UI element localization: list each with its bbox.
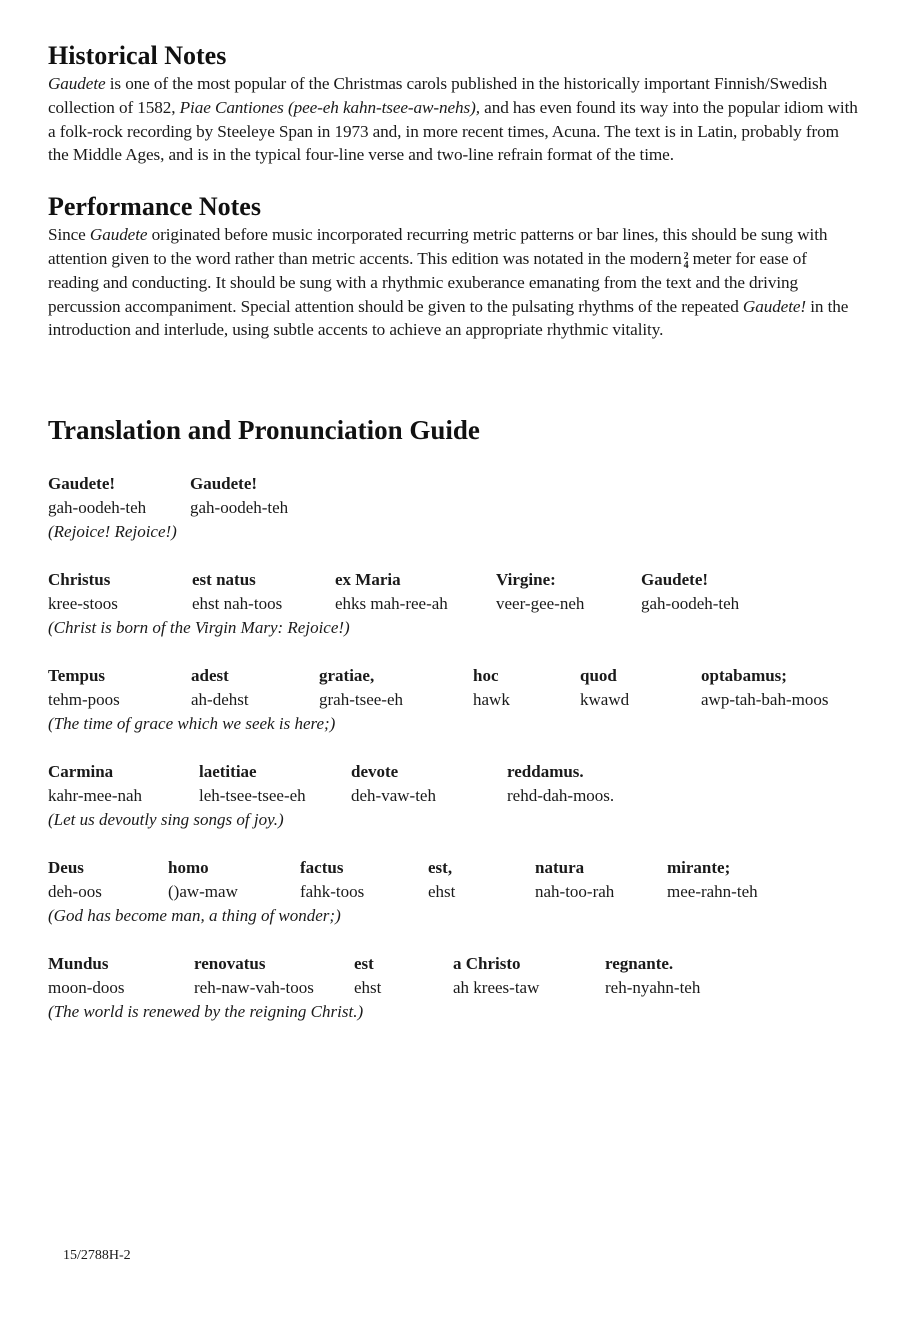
pronunciation-word: ah-dehst [191,690,249,710]
translation-guide-section [48,414,858,1024]
pronunciation-word: gah-oodeh-teh [48,498,147,518]
pronunciation-word: ehst [428,882,456,902]
latin-word: est natus [192,570,256,590]
pronunciation-word: kwawd [580,690,630,710]
latin-row [48,952,858,976]
pronunciation-word: grah-tsee-eh [319,690,404,710]
latin-word: Christus [48,570,111,590]
latin-word: factus [300,858,344,878]
pronunciation-word: gah-oodeh-teh [641,594,740,614]
latin-word: Deus [48,858,84,878]
latin-row [48,472,858,496]
pronunciation-word: deh-oos [48,882,102,902]
pronunciation-word: ehst nah-toos [192,594,283,614]
english-translation: (Rejoice! Rejoice!) [48,522,177,542]
pronunciation-row [48,496,858,520]
latin-word: Virgine: [496,570,556,590]
translation-group [48,472,858,544]
catalog-number: 15/2788H-2 [63,1248,131,1263]
historical-notes-section [48,40,858,167]
translation-group [48,856,858,928]
latin-word: natura [535,858,585,878]
latin-word: hoc [473,666,499,686]
latin-word: Gaudete! [641,570,709,590]
pronunciation-word: moon-doos [48,978,125,998]
latin-word: a Christo [453,954,521,974]
pronunciation-word: ehks mah-ree-ah [335,594,448,614]
translation-guide-heading: Translation and Pronunciation Guide [48,415,480,446]
pronunciation-word: mee-rahn-teh [667,882,758,902]
latin-row [48,760,858,784]
pronunciation-word: ()aw-maw [168,882,238,902]
pronunciation-word: reh-naw-vah-toos [194,978,314,998]
latin-word: gratiae, [319,666,375,686]
pronunciation-word: gah-oodeh-teh [190,498,289,518]
pronunciation-word: hawk [473,690,510,710]
english-translation: (Christ is born of the Virgin Mary: Rejoice!) [48,618,350,638]
latin-word: mirante; [667,858,731,878]
latin-word: optabamus; [701,666,787,686]
english-translation: (The time of grace which we seek is here;) [48,714,336,734]
latin-word: renovatus [194,954,266,974]
latin-word: Gaudete! [48,474,116,494]
latin-word: laetitiae [199,762,257,782]
pronunciation-word: rehd-dah-moos. [507,786,615,806]
latin-word: homo [168,858,209,878]
title-piae-cantiones: Piae Cantiones (pee-eh kahn-tsee-aw-nehs), [179,97,480,117]
historical-notes-heading: Historical Notes [48,41,227,70]
pronunciation-row [48,880,858,904]
pronunciation-row [48,976,858,1000]
latin-word: Mundus [48,954,109,974]
english-translation: (The world is renewed by the reigning Christ.) [48,1002,364,1022]
pronunciation-row [48,784,858,808]
performance-notes-section [48,191,858,342]
time-signature: 2 4 [683,250,689,271]
title-gaudete: Gaudete [48,74,106,93]
pronunciation-word: fahk-toos [300,882,365,902]
pronunciation-word: nah-too-rah [535,882,615,902]
latin-word: reddamus. [507,762,584,782]
pronunciation-word: veer-gee-neh [496,594,585,614]
pronunciation-word: deh-vaw-teh [351,786,436,806]
pronunciation-word: kahr-mee-nah [48,786,143,806]
pronunciation-word: ah krees-taw [453,978,540,998]
performance-notes-heading: Performance Notes [48,192,261,222]
pronunciation-row [48,688,858,712]
pronunciation-word: awp-tah-bah-moos [701,690,829,710]
translation-group [48,760,858,832]
latin-word: est, [428,858,453,878]
latin-word: Tempus [48,666,106,686]
latin-word: adest [191,666,229,686]
english-translation: (God has become man, a thing of wonder;) [48,906,341,926]
latin-word: devote [351,762,399,782]
latin-word: Carmina [48,762,114,782]
pronunciation-word: leh-tsee-tsee-eh [199,786,306,806]
latin-row [48,664,858,688]
latin-word: quod [580,666,617,686]
pronunciation-word: kree-stoos [48,594,118,614]
latin-row [48,568,858,592]
latin-word: est [354,954,374,974]
pronunciation-word: reh-nyahn-teh [605,978,701,998]
page-content [48,40,858,1048]
latin-row [48,856,858,880]
translation-group [48,568,858,640]
pronunciation-word: tehm-poos [48,690,120,710]
translation-group [48,664,858,736]
english-translation: (Let us devoutly sing songs of joy.) [48,810,284,830]
translation-groups [48,472,858,1024]
latin-word: Gaudete! [190,474,258,494]
pronunciation-row [48,592,858,616]
performance-notes-paragraph: Since Gaudete originated before music incorporated recurring metric patterns or bar lines, this should be sung with attention given to the word rather than metric accents. This edition was notated in the modern 2 4 meter for ease of reading and conducting. It should be sung with a rhythmic exuberance emanating from the text and the driving percussion accompaniment. Special attention should be given to the pulsating rhythms of the repeated Gaudete! in the introduction and interlude, using subtle accents to achieve an appropriate rhythmic vitality. [48,225,849,340]
latin-word: regnante. [605,954,674,974]
latin-word: ex Maria [335,570,401,590]
historical-notes-paragraph: Gaudete is one of the most popular of the Christmas carols published in the historically important Finnish/Swedish collection of 1582, Piae Cantiones (pee-eh kahn-tsee-aw-nehs), and has even found its way into the popular idiom with a folk-rock recording by Steeleye Span in 1973 and, in more recent times, Acuna. The text is in Latin, probably from the Middle Ages, and is in the typical four-line verse and two-line refrain format of the time. [48,74,858,165]
pronunciation-word: ehst [354,978,382,998]
translation-group [48,952,858,1024]
